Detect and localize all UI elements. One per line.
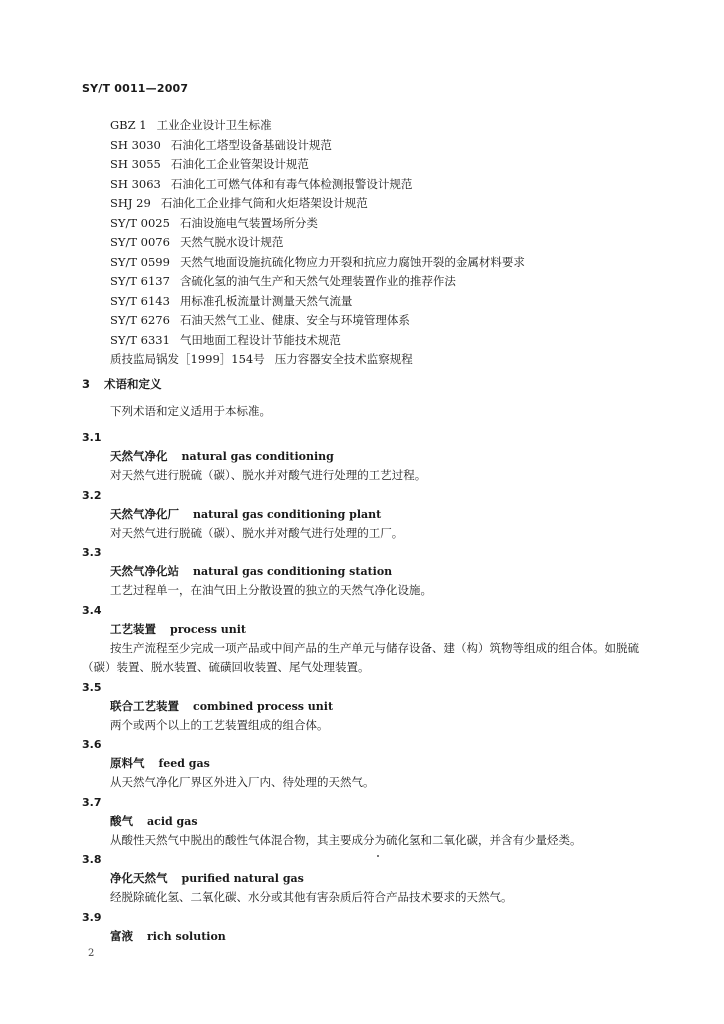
reference-item <box>110 311 525 331</box>
term-chinese: 天然气净化站 <box>110 564 179 578</box>
term-name <box>82 447 662 466</box>
term-definition: 工艺过程单一，在油气田上分散设置的独立的天然气净化设施。 <box>110 583 432 597</box>
term-entry <box>82 601 662 678</box>
reference-item <box>110 233 525 253</box>
reference-item <box>110 292 525 312</box>
reference-title: 石油化工企业排气筒和火炬塔架设计规范 <box>160 196 368 210</box>
reference-list <box>110 116 525 370</box>
reference-code: SH 3063 <box>110 176 161 191</box>
reference-title: 用标准孔板流量计测量天然气流量 <box>179 293 353 308</box>
term-definition: 对天然气进行脱硫（碳）、脱水并对酸气进行处理的工艺过程。 <box>110 468 427 482</box>
term-chinese: 原料气 <box>110 756 145 770</box>
term-entry <box>82 678 662 736</box>
term-entry <box>82 428 662 486</box>
term-english: rich solution <box>147 929 226 943</box>
term-name <box>82 505 662 524</box>
term-chinese: 工艺装置 <box>110 621 156 636</box>
term-name <box>82 812 662 831</box>
reference-code: SY/T 6137 <box>110 274 170 288</box>
term-number: 3.8 <box>82 853 102 866</box>
term-chinese: 富液 <box>110 928 133 943</box>
term-number: 3.5 <box>82 680 102 694</box>
term-definition: 经脱除硫化氢、二氧化碳、水分或其他有害杂质后符合产品技术要求的天然气。 <box>110 890 513 904</box>
term-english: natural gas conditioning <box>181 450 334 463</box>
term-chinese: 天然气净化 <box>110 449 168 463</box>
section-title: 术语和定义 <box>104 377 162 391</box>
term-entry <box>82 486 662 544</box>
reference-item <box>110 194 525 214</box>
term-number: 3.2 <box>82 488 102 502</box>
reference-title: 石油设施电气装置场所分类 <box>179 215 318 230</box>
reference-title: 石油天然气工业、健康、安全与环境管理体系 <box>179 313 410 327</box>
scan-speck <box>377 855 379 857</box>
standard-code-header: SY/T 0011—2007 <box>82 82 189 95</box>
reference-item <box>110 175 525 195</box>
section-intro: 下列术语和定义适用于本标准。 <box>110 404 271 418</box>
term-definition: 两个或两个以上的工艺装置组成的组合体。 <box>110 717 329 732</box>
reference-code: SY/T 6276 <box>110 313 170 327</box>
term-english: process unit <box>170 622 246 636</box>
reference-item <box>110 253 525 273</box>
reference-title: 石油化工企业管架设计规范 <box>170 157 309 171</box>
reference-item <box>110 272 525 292</box>
reference-code: SY/T 0076 <box>110 235 170 249</box>
term-number: 3.3 <box>82 546 102 559</box>
term-number: 3.7 <box>82 795 102 809</box>
term-definition: 对天然气进行脱硫（碳）、脱水并对酸气进行处理的工厂。 <box>110 525 404 540</box>
section-heading <box>82 376 162 392</box>
term-definition: 按生产流程至少完成一项产品或中间产品的生产单元与储存设备、建（构）筑物等组成的组合体。如脱硫（碳）装置、脱水装置、硫磺回收装置、尾气处理装置。 <box>82 640 639 674</box>
term-entry <box>82 735 662 793</box>
term-entry <box>82 850 662 908</box>
reference-code: SY/T 6143 <box>110 293 170 308</box>
term-english: feed gas <box>158 757 210 770</box>
section-number: 3 <box>82 377 91 391</box>
reference-code: SH 3055 <box>110 157 161 171</box>
term-name <box>82 869 662 888</box>
term-chinese: 天然气净化厂 <box>110 506 179 521</box>
reference-item <box>110 214 525 234</box>
reference-code: SHJ 29 <box>110 196 151 210</box>
reference-code: SY/T 0025 <box>110 215 170 230</box>
reference-title: 天然气地面设施抗硫化物应力开裂和抗应力腐蚀开裂的金属材料要求 <box>179 254 525 269</box>
reference-code: SY/T 0599 <box>110 254 170 269</box>
term-entry <box>82 543 662 601</box>
reference-title: 压力容器安全技术监察规程 <box>274 352 413 366</box>
reference-item <box>110 116 525 136</box>
reference-title: 含硫化氢的油气生产和天然气处理装置作业的推荐作法 <box>179 274 456 288</box>
term-number: 3.1 <box>82 431 102 444</box>
page-number: 2 <box>88 948 95 959</box>
term-entry <box>82 793 662 851</box>
term-list <box>82 428 662 946</box>
reference-code: 质技监局锅发［1999］154号 <box>110 352 265 366</box>
term-chinese: 酸气 <box>110 813 133 828</box>
term-name <box>82 754 662 773</box>
term-english: natural gas conditioning plant <box>193 507 382 521</box>
reference-title: 工业企业设计卫生标准 <box>156 118 272 132</box>
term-name <box>82 927 662 946</box>
term-english: purified natural gas <box>181 872 304 885</box>
term-definition: 从天然气净化厂界区外进入厂内、待处理的天然气。 <box>110 775 375 789</box>
reference-title: 石油化工可燃气体和有毒气体检测报警设计规范 <box>170 176 413 191</box>
term-chinese: 联合工艺装置 <box>110 698 179 713</box>
reference-item <box>110 155 525 175</box>
reference-title: 天然气脱水设计规范 <box>179 235 284 249</box>
reference-title: 气田地面工程设计节能技术规范 <box>179 332 341 347</box>
reference-code: SY/T 6331 <box>110 332 170 347</box>
term-chinese: 净化天然气 <box>110 871 168 885</box>
term-number: 3.4 <box>82 603 102 617</box>
reference-code: GBZ 1 <box>110 118 147 132</box>
term-definition: 从酸性天然气中脱出的酸性气体混合物，其主要成分为硫化氢和二氧化碳，并含有少量烃类。 <box>110 832 582 847</box>
term-number: 3.9 <box>82 910 102 924</box>
term-name <box>82 562 662 581</box>
term-name <box>82 697 662 716</box>
term-english: combined process unit <box>193 699 334 713</box>
reference-item <box>110 136 525 156</box>
term-english: natural gas conditioning station <box>193 565 393 578</box>
term-entry <box>82 908 662 946</box>
reference-code: SH 3030 <box>110 137 161 152</box>
reference-title: 石油化工塔型设备基础设计规范 <box>170 137 332 152</box>
term-english: acid gas <box>147 814 198 828</box>
reference-item <box>110 331 525 351</box>
term-number: 3.6 <box>82 738 102 751</box>
reference-item <box>110 350 525 370</box>
term-name <box>82 620 662 639</box>
